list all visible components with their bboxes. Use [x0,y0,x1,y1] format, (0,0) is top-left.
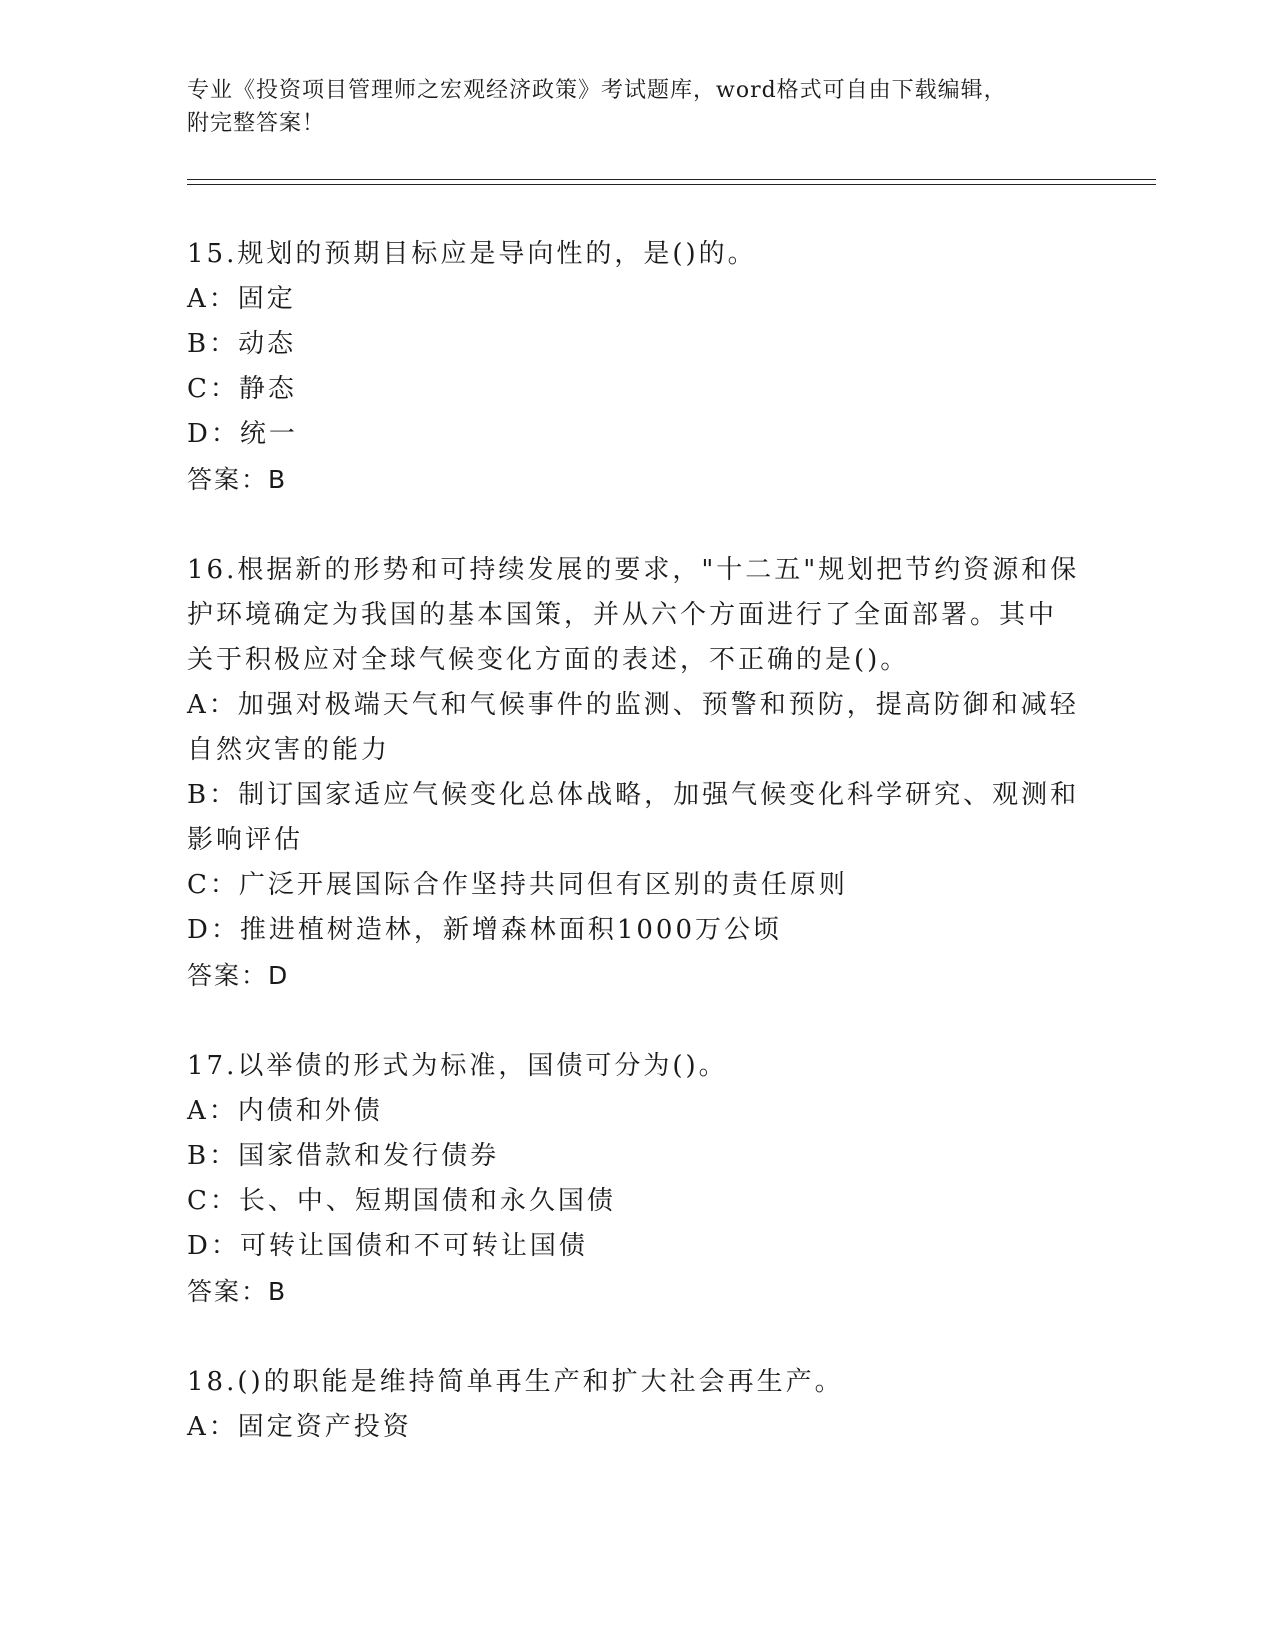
answer: 答案：B [187,465,288,494]
option-a: A：内债和外债 [187,1096,383,1126]
question-stem: 15.规划的预期目标应是导向性的，是()的。 [187,239,757,269]
header-line-1: 专业《投资项目管理师之宏观经济政策》考试题库，word格式可自由下载编辑， [187,78,1007,103]
question-stem-line-2: 护环境确定为我国的基本国策，并从六个方面进行了全面部署。其中 [187,600,1058,630]
question-stem-line-3: 关于积极应对全球气候变化方面的表述，不正确的是()。 [187,645,910,675]
option-c: C：广泛开展国际合作坚持共同但有区别的责任原则 [187,870,848,900]
question-16 [187,548,1087,998]
option-a: A：固定 [187,284,296,314]
option-b-line-2: 影响评估 [187,825,304,855]
option-c: C：长、中、短期国债和永久国债 [187,1186,616,1216]
question-17 [187,1044,1087,1314]
option-a-line-2: 自然灾害的能力 [187,735,391,765]
option-a: A：固定资产投资 [187,1412,412,1442]
option-b: B：动态 [187,329,297,359]
question-15 [187,232,1087,502]
header-divider [187,179,1156,185]
question-18 [187,1360,1087,1450]
answer: 答案：D [187,961,290,990]
option-b-line-1: B：制订国家适应气候变化总体战略，加强气候变化科学研究、观测和 [187,780,1080,810]
document-header [187,74,1087,140]
option-a-line-1: A：加强对极端天气和气候事件的监测、预警和预防，提高防御和减轻 [187,690,1079,720]
option-b: B：国家借款和发行债券 [187,1141,500,1171]
option-d: D：可转让国债和不可转让国债 [187,1231,588,1261]
question-list [187,232,1087,1496]
option-d: D：统一 [187,419,298,449]
question-stem: 18.()的职能是维持简单再生产和扩大社会再生产。 [187,1367,844,1397]
header-line-2: 附完整答案！ [187,111,326,136]
answer: 答案：B [187,1277,288,1306]
question-stem-line-1: 16.根据新的形势和可持续发展的要求，"十二五"规划把节约资源和保 [187,555,1080,585]
option-d: D：推进植树造林，新增森林面积1000万公顷 [187,915,783,945]
question-stem: 17.以举债的形式为标准，国债可分为()。 [187,1051,728,1081]
option-c: C：静态 [187,374,297,404]
